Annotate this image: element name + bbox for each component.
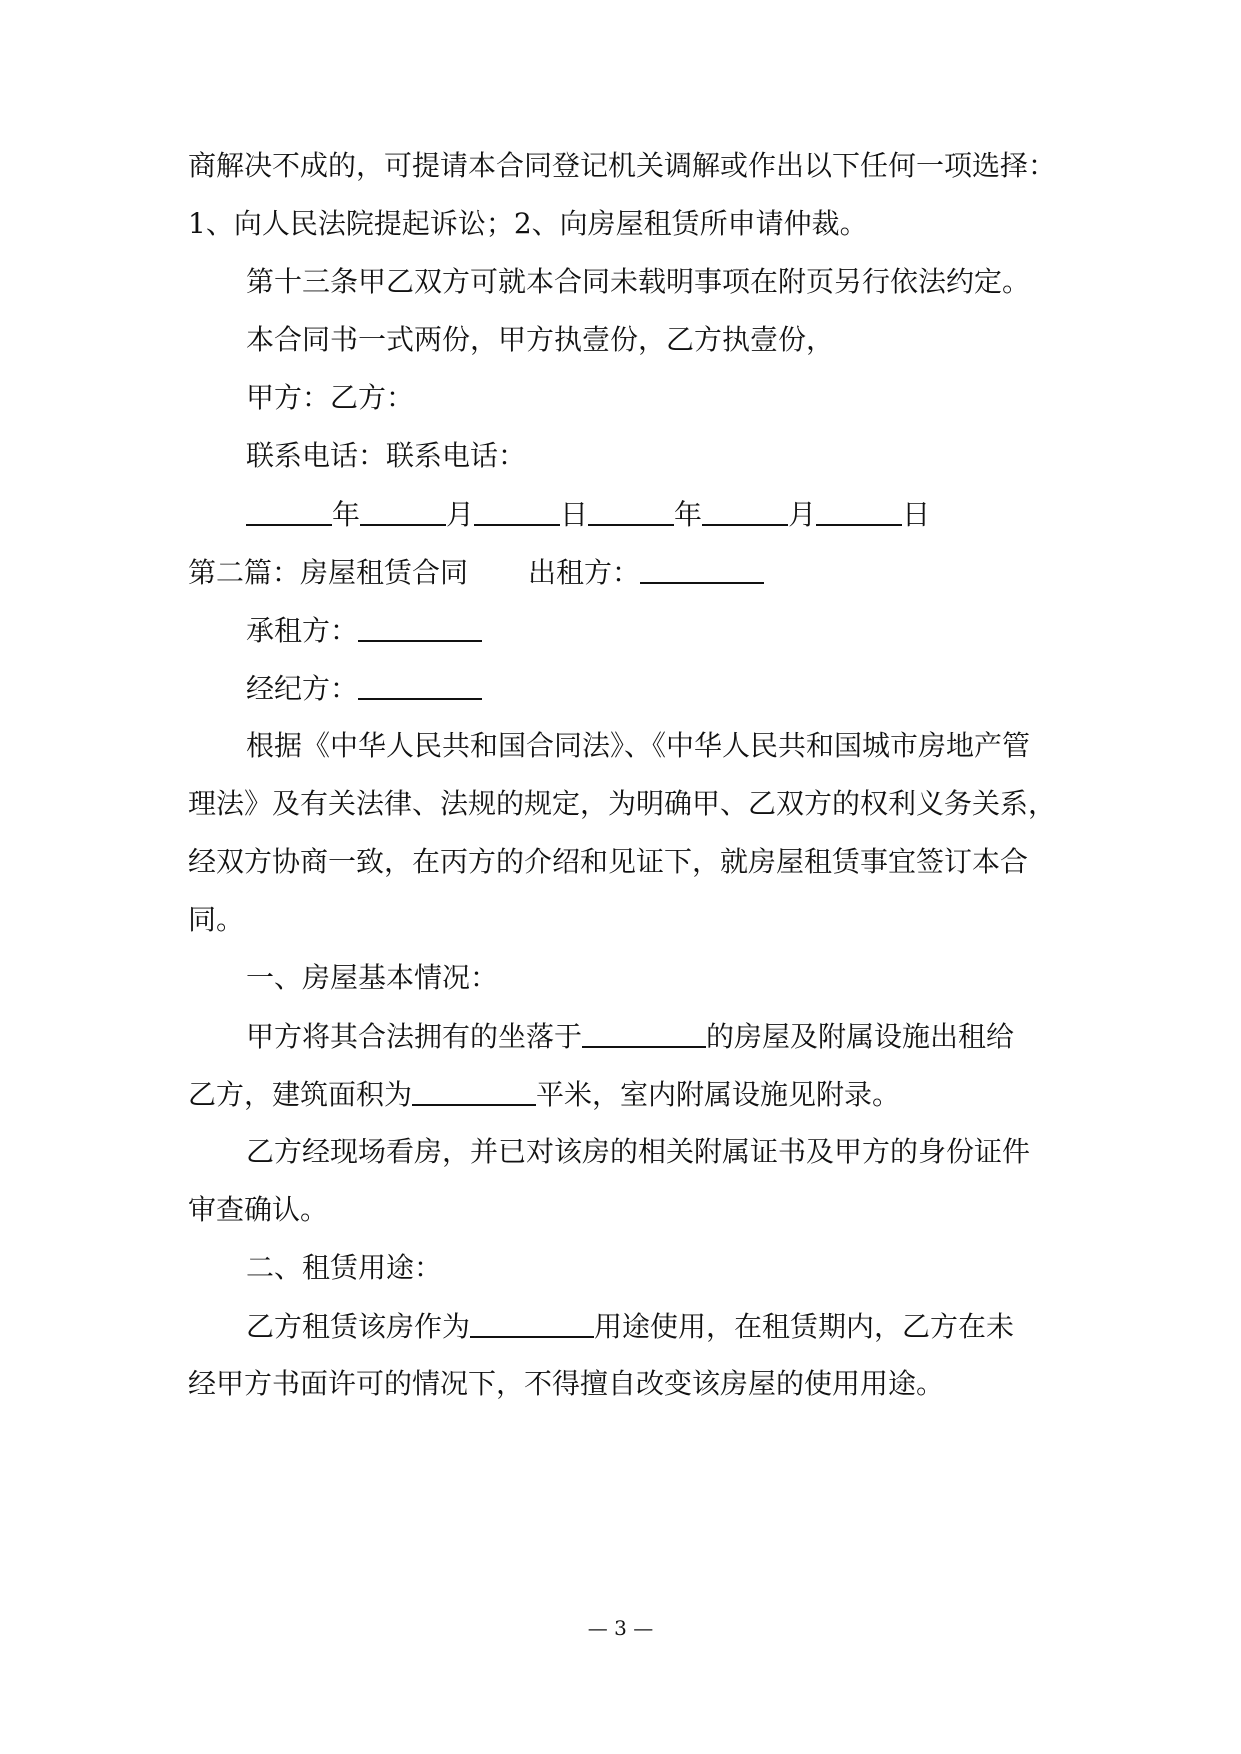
paragraph-line — [188, 204, 868, 244]
paragraph-line — [246, 1016, 1014, 1057]
month-label: 月 — [788, 498, 817, 531]
text: 的房屋及附属设施出租给 — [706, 1020, 1015, 1053]
lessor-label: 出租方： — [528, 556, 641, 589]
paragraph-line — [188, 1190, 328, 1230]
paragraph-line — [188, 842, 1028, 882]
month-label: 月 — [446, 498, 475, 531]
purpose-blank — [470, 1306, 594, 1338]
text: 一、房屋基本情况： — [246, 961, 499, 994]
section-title-line — [188, 552, 764, 593]
month-blank — [360, 494, 446, 526]
paragraph-line — [246, 1132, 1030, 1172]
text: 联系电话：联系电话： — [246, 439, 527, 472]
day-blank — [474, 494, 560, 526]
text: 第十三条甲乙双方可就本合同未载明事项在附页另行依法约定。 — [246, 265, 1031, 298]
text: 经甲方书面许可的情况下，不得擅自改变该房屋的使用用途。 — [188, 1367, 945, 1400]
date-line — [246, 494, 930, 535]
day-label: 日 — [560, 498, 589, 531]
text: 二、租赁用途： — [246, 1251, 443, 1284]
text: 甲方：乙方： — [246, 381, 415, 414]
signature-parties-line — [246, 378, 414, 418]
text: 乙方租赁该房作为 — [246, 1310, 471, 1343]
contact-phone-line — [246, 436, 526, 476]
text: 同。 — [188, 903, 245, 936]
year-blank — [246, 494, 332, 526]
text: 本合同书一式两份，甲方执壹份，乙方执壹份， — [246, 323, 835, 356]
agent-label: 经纪方： — [246, 672, 359, 705]
paragraph-line — [246, 262, 1030, 302]
section-title: 第二篇：房屋租赁合同 — [188, 556, 469, 589]
paragraph-line — [188, 146, 1056, 186]
text: 理法》及有关法律、法规的规定，为明确甲、乙双方的权利义务关系， — [188, 787, 1057, 820]
agent-line — [246, 668, 482, 709]
lessee-label: 承租方： — [246, 614, 359, 647]
text: 商解决不成的，可提请本合同登记机关调解或作出以下任何一项选择： — [188, 149, 1057, 182]
year-label: 年 — [674, 498, 703, 531]
day-label: 日 — [902, 498, 931, 531]
paragraph-line — [188, 900, 244, 940]
text: 甲方将其合法拥有的坐落于 — [246, 1020, 583, 1053]
agent-blank — [358, 668, 482, 700]
text: 经双方协商一致，在丙方的介绍和见证下，就房屋租赁事宜签订本合 — [188, 845, 1029, 878]
text: 1、向人民法院提起诉讼；2、向房屋租赁所申请仲裁。 — [188, 207, 868, 240]
lessee-blank — [358, 610, 482, 642]
year-label: 年 — [332, 498, 361, 531]
month-blank — [702, 494, 788, 526]
paragraph-line — [246, 320, 834, 360]
lessor-blank — [640, 552, 764, 584]
section-heading — [246, 1248, 442, 1288]
year-blank — [588, 494, 674, 526]
paragraph-line — [188, 784, 1056, 824]
text: 乙方经现场看房，并已对该房的相关附属证书及甲方的身份证件 — [246, 1135, 1031, 1168]
location-blank — [582, 1016, 706, 1048]
text: 平米，室内附属设施见附录。 — [536, 1078, 901, 1111]
text: 乙方，建筑面积为 — [188, 1078, 413, 1111]
day-blank — [816, 494, 902, 526]
section-heading — [246, 958, 498, 998]
text: 用途使用，在租赁期内，乙方在未 — [594, 1310, 1015, 1343]
page-number: — 3 — — [587, 1616, 654, 1640]
area-blank — [412, 1074, 536, 1106]
text: 审查确认。 — [188, 1193, 329, 1226]
paragraph-line — [246, 726, 1030, 766]
text: 根据《中华人民共和国合同法》、《中华人民共和国城市房地产管 — [246, 729, 1031, 762]
paragraph-line — [246, 1306, 1014, 1347]
paragraph-line — [188, 1074, 900, 1115]
lessee-line — [246, 610, 482, 651]
paragraph-line — [188, 1364, 944, 1404]
